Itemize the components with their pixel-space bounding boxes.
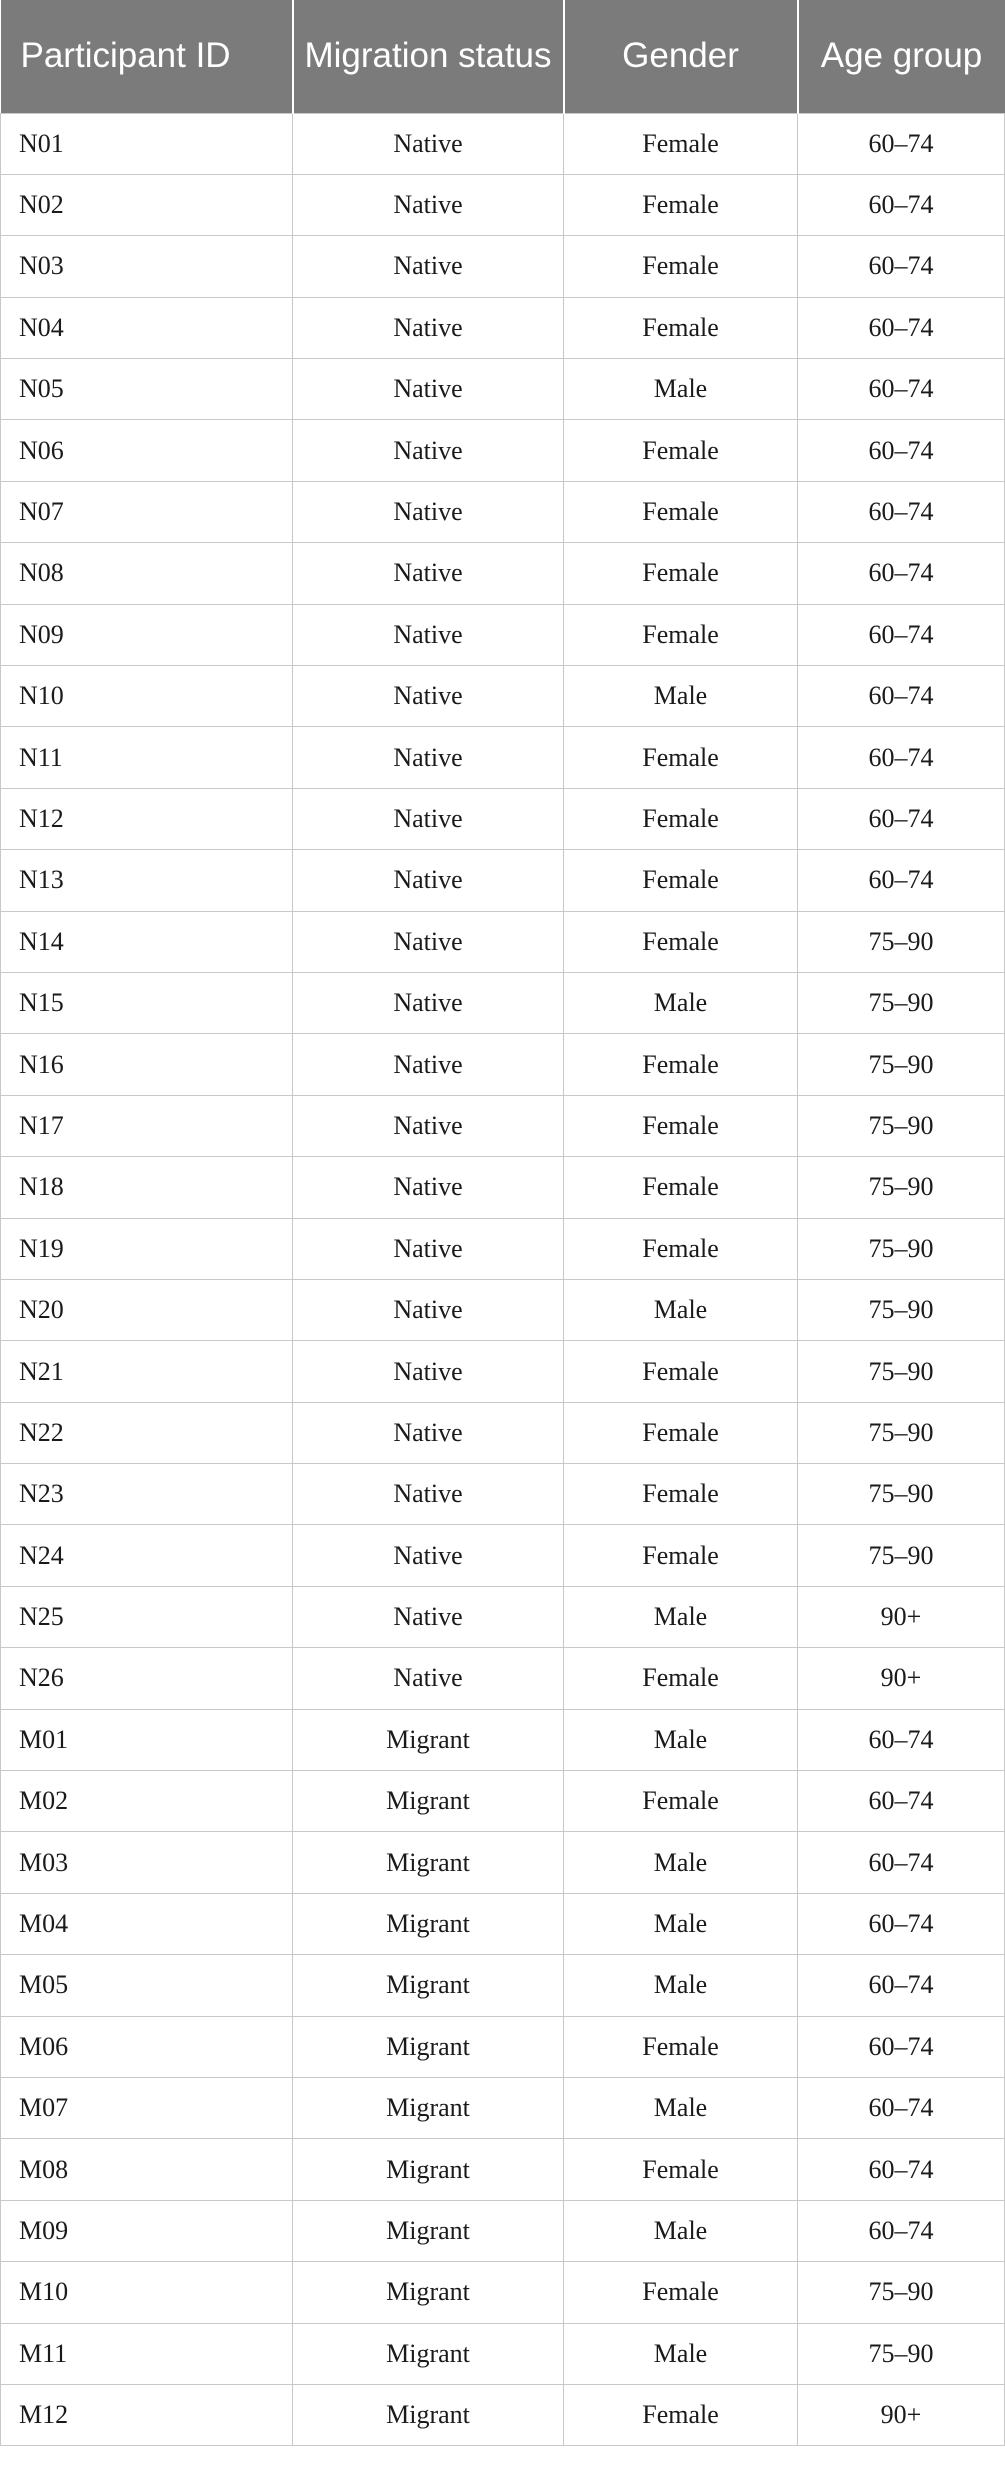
- cell-age-group: 75–90: [798, 2323, 1005, 2384]
- table-row: [1, 1709, 1005, 1770]
- cell-age-group: 60–74: [798, 2139, 1005, 2200]
- cell-age-group: 60–74: [798, 1709, 1005, 1770]
- cell-gender: Male: [564, 1893, 798, 1954]
- cell-participant-id: M12: [1, 2384, 293, 2445]
- cell-age-group: 75–90: [798, 1279, 1005, 1340]
- cell-gender: Female: [564, 1218, 798, 1279]
- cell-age-group: 60–74: [798, 236, 1005, 297]
- table-row: [1, 2078, 1005, 2139]
- cell-participant-id: N21: [1, 1341, 293, 1402]
- table-row: [1, 2262, 1005, 2323]
- cell-participant-id: N20: [1, 1279, 293, 1340]
- cell-gender: Female: [564, 1771, 798, 1832]
- cell-age-group: 75–90: [798, 1341, 1005, 1402]
- cell-gender: Female: [564, 911, 798, 972]
- table-row: [1, 1771, 1005, 1832]
- cell-gender: Male: [564, 1586, 798, 1647]
- cell-gender: Male: [564, 2323, 798, 2384]
- table-row: [1, 1893, 1005, 1954]
- cell-age-group: 90+: [798, 2384, 1005, 2445]
- cell-migration-status: Migrant: [293, 2323, 564, 2384]
- cell-migration-status: Native: [293, 911, 564, 972]
- table-row: [1, 1402, 1005, 1463]
- cell-participant-id: N13: [1, 850, 293, 911]
- cell-gender: Female: [564, 727, 798, 788]
- cell-age-group: 75–90: [798, 972, 1005, 1033]
- cell-participant-id: M07: [1, 2078, 293, 2139]
- cell-age-group: 75–90: [798, 911, 1005, 972]
- cell-migration-status: Migrant: [293, 2384, 564, 2445]
- cell-participant-id: M03: [1, 1832, 293, 1893]
- cell-migration-status: Native: [293, 1095, 564, 1156]
- header-age-group: Age group: [798, 0, 1005, 113]
- table-row: [1, 1279, 1005, 1340]
- cell-gender: Male: [564, 359, 798, 420]
- header-gender: Gender: [564, 0, 798, 113]
- cell-age-group: 60–74: [798, 1832, 1005, 1893]
- cell-participant-id: N12: [1, 788, 293, 849]
- cell-migration-status: Native: [293, 1279, 564, 1340]
- cell-age-group: 75–90: [798, 1464, 1005, 1525]
- cell-gender: Female: [564, 1648, 798, 1709]
- cell-participant-id: M06: [1, 2016, 293, 2077]
- cell-migration-status: Native: [293, 850, 564, 911]
- cell-gender: Male: [564, 2078, 798, 2139]
- cell-participant-id: N14: [1, 911, 293, 972]
- cell-participant-id: N10: [1, 666, 293, 727]
- table-row: [1, 2016, 1005, 2077]
- cell-age-group: 90+: [798, 1648, 1005, 1709]
- cell-participant-id: N09: [1, 604, 293, 665]
- cell-gender: Female: [564, 2262, 798, 2323]
- table-row: [1, 2139, 1005, 2200]
- cell-gender: Female: [564, 1402, 798, 1463]
- cell-migration-status: Native: [293, 297, 564, 358]
- table-row: [1, 1095, 1005, 1156]
- cell-age-group: 90+: [798, 1586, 1005, 1647]
- cell-migration-status: Native: [293, 481, 564, 542]
- cell-migration-status: Migrant: [293, 2200, 564, 2261]
- cell-participant-id: N24: [1, 1525, 293, 1586]
- cell-age-group: 60–74: [798, 2078, 1005, 2139]
- cell-migration-status: Native: [293, 666, 564, 727]
- table-row: [1, 1218, 1005, 1279]
- cell-migration-status: Native: [293, 420, 564, 481]
- cell-participant-id: N03: [1, 236, 293, 297]
- cell-age-group: 75–90: [798, 2262, 1005, 2323]
- cell-migration-status: Native: [293, 1525, 564, 1586]
- cell-migration-status: Migrant: [293, 1955, 564, 2016]
- cell-migration-status: Migrant: [293, 1893, 564, 1954]
- cell-gender: Female: [564, 113, 798, 174]
- cell-age-group: 60–74: [798, 727, 1005, 788]
- cell-migration-status: Native: [293, 359, 564, 420]
- table-row: [1, 1648, 1005, 1709]
- cell-gender: Female: [564, 420, 798, 481]
- table-row: [1, 1586, 1005, 1647]
- cell-age-group: 60–74: [798, 1771, 1005, 1832]
- cell-age-group: 60–74: [798, 297, 1005, 358]
- table-row: [1, 1955, 1005, 2016]
- cell-migration-status: Migrant: [293, 1832, 564, 1893]
- cell-participant-id: M10: [1, 2262, 293, 2323]
- cell-participant-id: M11: [1, 2323, 293, 2384]
- cell-participant-id: N04: [1, 297, 293, 358]
- cell-migration-status: Migrant: [293, 1771, 564, 1832]
- cell-gender: Male: [564, 972, 798, 1033]
- table-row: [1, 788, 1005, 849]
- table-row: [1, 1341, 1005, 1402]
- cell-age-group: 60–74: [798, 788, 1005, 849]
- table-row: [1, 236, 1005, 297]
- header-participant-id: Participant ID: [1, 0, 293, 113]
- cell-migration-status: Native: [293, 1157, 564, 1218]
- cell-migration-status: Native: [293, 1648, 564, 1709]
- cell-migration-status: Native: [293, 174, 564, 235]
- table-row: [1, 666, 1005, 727]
- cell-participant-id: N08: [1, 543, 293, 604]
- table-row: [1, 2323, 1005, 2384]
- cell-gender: Female: [564, 850, 798, 911]
- table-row: [1, 420, 1005, 481]
- cell-gender: Male: [564, 1955, 798, 2016]
- table-row: [1, 1157, 1005, 1218]
- cell-gender: Male: [564, 1832, 798, 1893]
- table-row: [1, 297, 1005, 358]
- cell-migration-status: Native: [293, 727, 564, 788]
- cell-participant-id: N07: [1, 481, 293, 542]
- cell-age-group: 60–74: [798, 481, 1005, 542]
- cell-gender: Male: [564, 666, 798, 727]
- cell-participant-id: N19: [1, 1218, 293, 1279]
- cell-migration-status: Migrant: [293, 2078, 564, 2139]
- cell-gender: Female: [564, 1095, 798, 1156]
- cell-migration-status: Native: [293, 1218, 564, 1279]
- cell-gender: Female: [564, 604, 798, 665]
- cell-migration-status: Migrant: [293, 1709, 564, 1770]
- cell-migration-status: Native: [293, 1586, 564, 1647]
- cell-gender: Female: [564, 2139, 798, 2200]
- cell-age-group: 60–74: [798, 174, 1005, 235]
- cell-gender: Male: [564, 1279, 798, 1340]
- cell-migration-status: Migrant: [293, 2262, 564, 2323]
- cell-migration-status: Migrant: [293, 2139, 564, 2200]
- cell-age-group: 60–74: [798, 1893, 1005, 1954]
- table-row: [1, 972, 1005, 1033]
- cell-gender: Female: [564, 1464, 798, 1525]
- cell-age-group: 60–74: [798, 2200, 1005, 2261]
- cell-gender: Female: [564, 236, 798, 297]
- table-row: [1, 604, 1005, 665]
- cell-age-group: 60–74: [798, 359, 1005, 420]
- cell-age-group: 75–90: [798, 1095, 1005, 1156]
- cell-participant-id: M08: [1, 2139, 293, 2200]
- cell-participant-id: N11: [1, 727, 293, 788]
- cell-participant-id: M09: [1, 2200, 293, 2261]
- cell-gender: Female: [564, 1034, 798, 1095]
- cell-age-group: 60–74: [798, 850, 1005, 911]
- table-row: [1, 2384, 1005, 2445]
- table-row: [1, 1525, 1005, 1586]
- cell-age-group: 60–74: [798, 666, 1005, 727]
- cell-age-group: 75–90: [798, 1034, 1005, 1095]
- cell-age-group: 60–74: [798, 1955, 1005, 2016]
- table-row: [1, 850, 1005, 911]
- cell-gender: Female: [564, 1157, 798, 1218]
- cell-age-group: 75–90: [798, 1218, 1005, 1279]
- table-row: [1, 1832, 1005, 1893]
- table-row: [1, 174, 1005, 235]
- cell-participant-id: M01: [1, 1709, 293, 1770]
- cell-age-group: 60–74: [798, 604, 1005, 665]
- cell-age-group: 60–74: [798, 420, 1005, 481]
- header-migration-status: Migration status: [293, 0, 564, 113]
- table-body: [1, 113, 1005, 2446]
- table-row: [1, 911, 1005, 972]
- cell-gender: Female: [564, 2384, 798, 2445]
- cell-participant-id: N02: [1, 174, 293, 235]
- cell-participant-id: M05: [1, 1955, 293, 2016]
- table-row: [1, 543, 1005, 604]
- cell-participant-id: M04: [1, 1893, 293, 1954]
- cell-migration-status: Native: [293, 113, 564, 174]
- cell-migration-status: Migrant: [293, 2016, 564, 2077]
- table-row: [1, 727, 1005, 788]
- cell-gender: Male: [564, 1709, 798, 1770]
- cell-participant-id: N15: [1, 972, 293, 1033]
- cell-migration-status: Native: [293, 543, 564, 604]
- cell-age-group: 60–74: [798, 113, 1005, 174]
- table-row: [1, 481, 1005, 542]
- cell-participant-id: M02: [1, 1771, 293, 1832]
- cell-gender: Female: [564, 481, 798, 542]
- cell-gender: Female: [564, 1341, 798, 1402]
- cell-participant-id: N16: [1, 1034, 293, 1095]
- cell-gender: Female: [564, 788, 798, 849]
- cell-participant-id: N26: [1, 1648, 293, 1709]
- cell-participant-id: N17: [1, 1095, 293, 1156]
- cell-migration-status: Native: [293, 972, 564, 1033]
- cell-gender: Female: [564, 1525, 798, 1586]
- table-header: [1, 0, 1005, 113]
- cell-gender: Female: [564, 174, 798, 235]
- cell-migration-status: Native: [293, 788, 564, 849]
- cell-participant-id: N05: [1, 359, 293, 420]
- table-row: [1, 1464, 1005, 1525]
- table-row: [1, 1034, 1005, 1095]
- header-row: [1, 0, 1005, 113]
- table-row: [1, 359, 1005, 420]
- cell-participant-id: N01: [1, 113, 293, 174]
- cell-participant-id: N22: [1, 1402, 293, 1463]
- table-row: [1, 113, 1005, 174]
- cell-participant-id: N25: [1, 1586, 293, 1647]
- cell-gender: Female: [564, 297, 798, 358]
- cell-migration-status: Native: [293, 1402, 564, 1463]
- cell-age-group: 75–90: [798, 1157, 1005, 1218]
- cell-migration-status: Native: [293, 1341, 564, 1402]
- cell-age-group: 75–90: [798, 1402, 1005, 1463]
- cell-gender: Female: [564, 2016, 798, 2077]
- cell-age-group: 60–74: [798, 543, 1005, 604]
- cell-migration-status: Native: [293, 1464, 564, 1525]
- cell-participant-id: N18: [1, 1157, 293, 1218]
- cell-gender: Male: [564, 2200, 798, 2261]
- cell-age-group: 75–90: [798, 1525, 1005, 1586]
- cell-migration-status: Native: [293, 236, 564, 297]
- cell-gender: Female: [564, 543, 798, 604]
- cell-participant-id: N23: [1, 1464, 293, 1525]
- table-row: [1, 2200, 1005, 2261]
- cell-participant-id: N06: [1, 420, 293, 481]
- cell-migration-status: Native: [293, 604, 564, 665]
- cell-migration-status: Native: [293, 1034, 564, 1095]
- cell-age-group: 60–74: [798, 2016, 1005, 2077]
